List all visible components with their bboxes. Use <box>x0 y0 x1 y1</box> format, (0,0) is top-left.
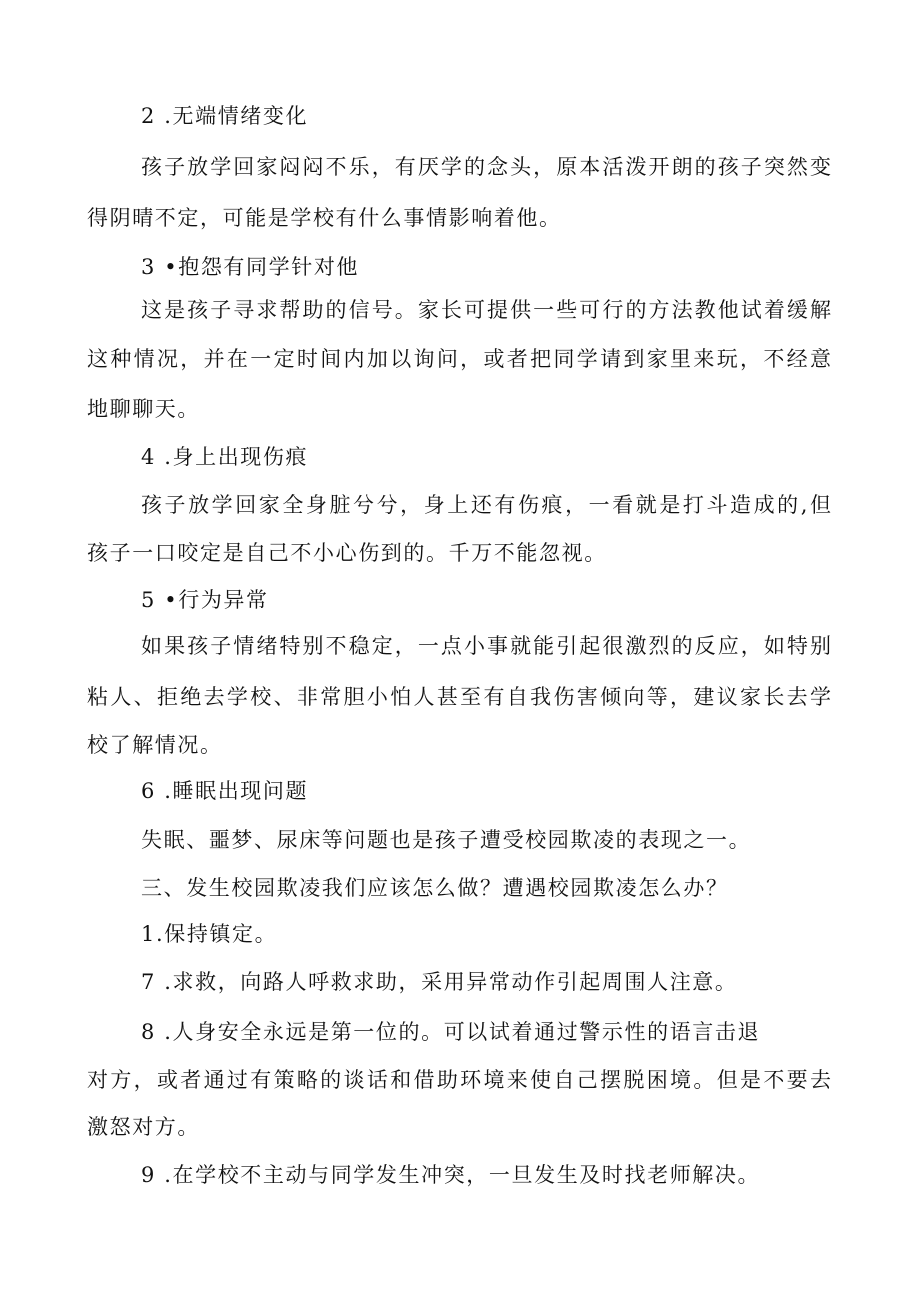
paragraph-line: 得阴晴不定，可能是学校有什么事情影响着他。 <box>87 206 562 230</box>
paragraph-line: 孩子一口咬定是自己不小心伤到的。千万不能忽视。 <box>87 541 607 565</box>
paragraph-line: 校了解情况。 <box>87 733 223 757</box>
paragraph-line: 失眠、噩梦、尿床等问题也是孩子遭受校园欺凌的表现之一。 <box>141 828 752 852</box>
list-item-7: 7 .求救，向路人呼救求助，采用异常动作引起周围人注意。 <box>141 970 738 994</box>
paragraph-line: 这是孩子寻求帮助的信号。家长可提供一些可行的方法教他试着缓解 <box>141 298 831 322</box>
heading-item-3: 3 •抱怨有同学针对他 <box>141 255 360 279</box>
paragraph-line: 激怒对方。 <box>87 1115 200 1139</box>
list-item-1: 1.保持镇定。 <box>141 922 278 946</box>
heading-item-2: 2 .无端情绪变化 <box>141 104 309 128</box>
paragraph-line: 这种情况，并在一定时间内加以询问，或者把同学请到家里来玩，不经意 <box>87 347 831 371</box>
heading-item-5: 5 •行为异常 <box>141 588 269 612</box>
section-heading-3: 三、发生校园欺凌我们应该怎么做？遭遇校园欺凌怎么办？ <box>141 876 729 900</box>
list-item-8: 8 .人身安全永远是第一位的。可以试着通过警示性的语言击退 <box>141 1020 761 1044</box>
paragraph-line: 如果孩子情绪特别不稳定，一点小事就能引起很激烈的反应，如特别 <box>141 634 831 658</box>
list-item-9: 9 .在学校不主动与同学发生冲突，一旦发生及时找老师解决。 <box>141 1163 761 1187</box>
paragraph-line: 孩子放学回家全身脏兮兮，身上还有伤痕，一看就是打斗造成的,但 <box>141 493 831 517</box>
paragraph-line: 地聊聊天。 <box>87 397 200 421</box>
heading-item-6: 6 .睡眠出现问题 <box>141 779 309 803</box>
paragraph-line: 孩子放学回家闷闷不乐，有厌学的念头，原本活泼开朗的孩子突然变 <box>141 155 831 179</box>
heading-item-4: 4 .身上出现伤痕 <box>141 445 309 469</box>
paragraph-line: 粘人、拒绝去学校、非常胆小怕人甚至有自我伤害倾向等，建议家长去学 <box>87 685 831 709</box>
paragraph-line: 对方，或者通过有策略的谈话和借助环境来使自己摆脱困境。但是不要去 <box>87 1068 831 1092</box>
